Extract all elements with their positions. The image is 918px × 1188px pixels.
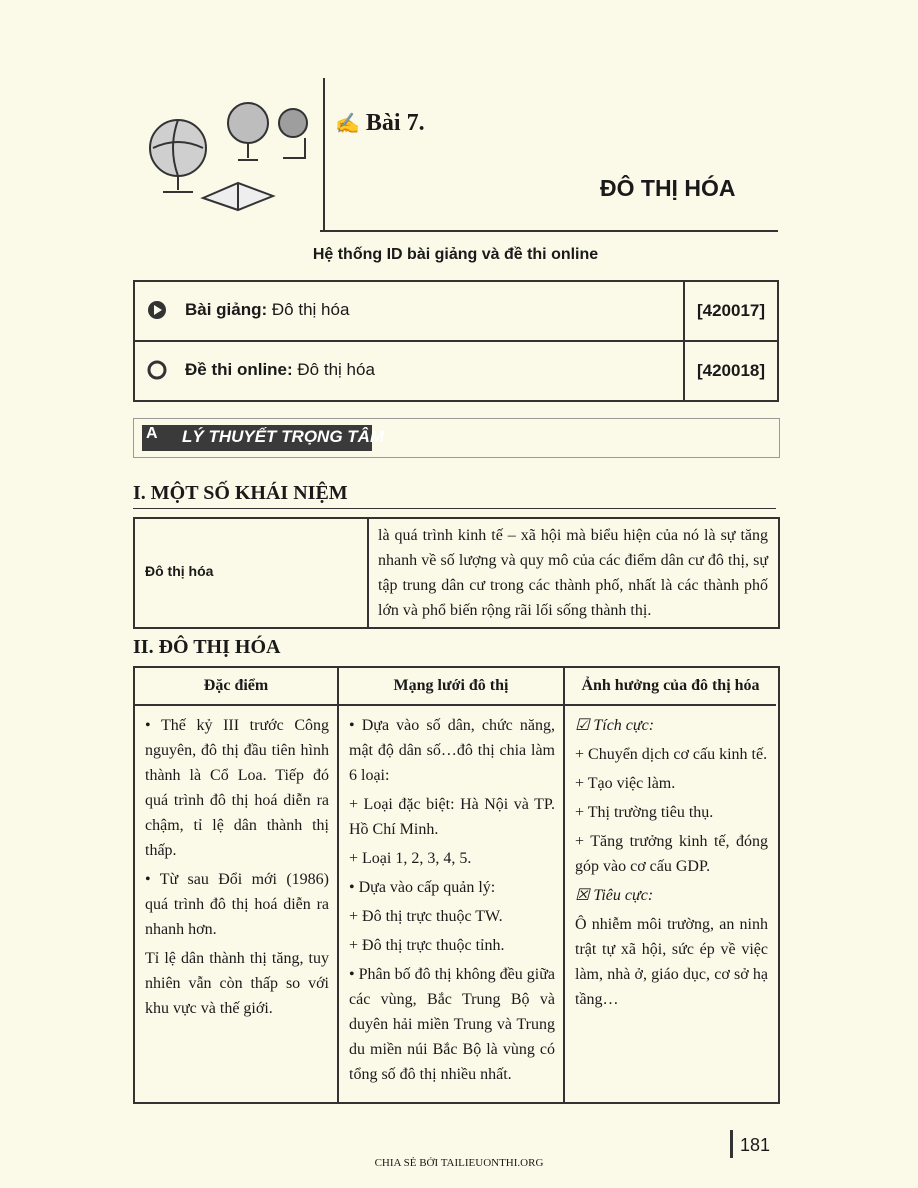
- id-system-heading: Hệ thống ID bài giảng và đề thi online: [312, 246, 599, 263]
- col-urban-network: [337, 668, 563, 1102]
- id-row-lecture-code: [420017]: [683, 282, 777, 340]
- play-icon: [147, 300, 167, 320]
- definition-term: [135, 519, 369, 627]
- col3-item: + Tăng trưởng kinh tế, đóng góp vào cơ cấu GDP.: [575, 833, 768, 875]
- part2-heading: II. ĐÔ THỊ HÓA: [133, 636, 281, 658]
- col2-item: • Dựa vào số dân, chức năng, mật độ dân số…đô thị chia làm 6 loại:: [349, 717, 555, 784]
- col-characteristics: [135, 668, 337, 1102]
- section-a-letter: A: [146, 425, 158, 442]
- title-rule: [320, 230, 778, 232]
- definition-table: [133, 517, 780, 629]
- lesson-label: Bài 7.: [365, 110, 425, 136]
- col3-item: + Tạo việc làm.: [575, 775, 676, 792]
- section-a-banner: [133, 418, 780, 458]
- footer-credit: CHIA SẺ BỞI TAILIEUONTHI.ORG: [374, 1157, 544, 1169]
- col1-item: • Thế kỷ III trước Công nguyên, đô thị đầu tiên hình thành là Cổ Loa. Tiếp đó quá trình đô thị hoá diễn ra chậm, tỉ lệ dân thành thị thấp.: [145, 717, 329, 859]
- pen-icon: ✍: [335, 113, 360, 135]
- id-row-exam-code: [420018]: [683, 342, 777, 400]
- col3-item: ☑ Tích cực:: [575, 717, 655, 734]
- col2-item: + Loại 1, 2, 3, 4, 5.: [349, 850, 472, 867]
- part1-rule: [133, 508, 776, 509]
- col3-item: ☒ Tiêu cực:: [575, 887, 654, 904]
- col2-item: • Dựa vào cấp quản lý:: [349, 879, 496, 896]
- col2-item: • Phân bố đô thị không đều giữa các vùng, Bắc Trung Bộ và duyên hải miền Trung và Trung du miền núi Bắc Bộ là vùng có tổng số đô thị nhiều nhất.: [349, 966, 555, 1083]
- col1-item: • Từ sau Đổi mới (1986) quá trình đô thị hoá diễn ra nhanh hơn.: [145, 871, 329, 938]
- id-row-exam-label: Đề thi online: Đô thị hóa: [185, 360, 375, 379]
- circle-icon: [147, 360, 167, 380]
- id-row-lecture[interactable]: [135, 282, 777, 342]
- lesson-illustration: [133, 78, 325, 230]
- section-a-title: LÝ THUYẾT TRỌNG TÂM: [182, 427, 385, 446]
- id-row-lecture-label: Bài giảng: Đô thị hóa: [185, 300, 350, 319]
- page-number-bar: [730, 1130, 733, 1158]
- definition-text: là quá trình kinh tế – xã hội mà biểu hiện của nó là sự tăng nhanh về số lượng và quy mô của các điểm dân cư đô thị, sự tập trung dân cư trong các thành phố, nhất là các thành phố lớn và phổ biến rộng rãi lối sống thành thị.: [378, 527, 768, 619]
- lesson-title: ĐÔ THỊ HÓA: [600, 175, 736, 201]
- urbanization-table: [133, 666, 780, 1104]
- part1-heading: I. MỘT SỐ KHÁI NIỆM: [133, 482, 348, 504]
- col3-item: + Chuyển dịch cơ cấu kinh tế.: [575, 746, 768, 763]
- col3-item: + Thị trường tiêu thụ.: [575, 804, 714, 821]
- col-header: Ảnh hưởng của đô thị hóa: [565, 668, 776, 706]
- id-row-exam[interactable]: [135, 342, 777, 400]
- page-number: 181: [740, 1135, 771, 1155]
- id-table: [133, 280, 779, 402]
- col-header: Đặc điểm: [135, 668, 337, 706]
- col-impacts: [563, 668, 776, 1102]
- col3-item: Ô nhiễm môi trường, an ninh trật tự xã hội, sức ép về việc làm, nhà ở, giáo dục, cơ sở hạ tầng…: [575, 916, 768, 1008]
- col2-item: + Đô thị trực thuộc tỉnh.: [349, 937, 505, 954]
- col-header: Mạng lưới đô thị: [339, 668, 563, 706]
- lesson-number: [335, 110, 425, 137]
- col1-item: Tỉ lệ dân thành thị tăng, tuy nhiên vẫn còn thấp so với khu vực và thế giới.: [145, 950, 329, 1017]
- definition-term-text: Đô thị hóa: [145, 563, 214, 579]
- col2-item: + Loại đặc biệt: Hà Nội và TP. Hồ Chí Minh.: [349, 796, 555, 838]
- col2-item: + Đô thị trực thuộc TW.: [349, 908, 503, 925]
